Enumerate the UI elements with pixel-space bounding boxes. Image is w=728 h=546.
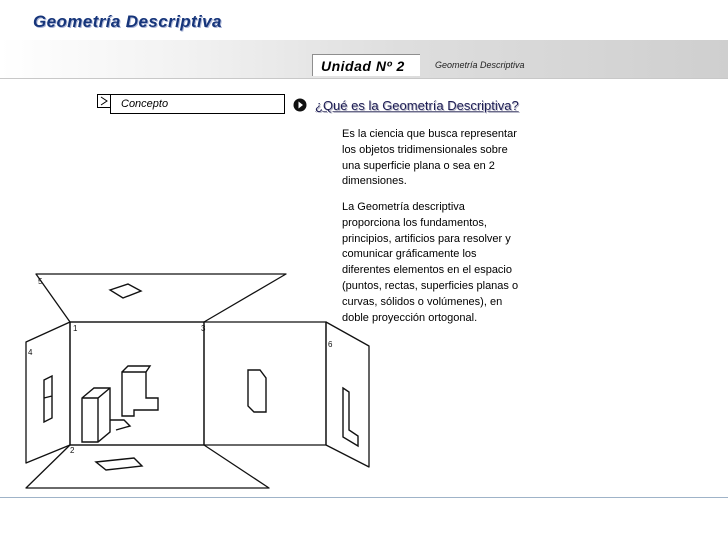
- front-view-shape: [248, 370, 266, 412]
- right-side-view-shape: [343, 388, 358, 446]
- panel-number: 5: [38, 277, 43, 286]
- bottom-view-shape: [96, 458, 142, 470]
- bottom-plane: [26, 445, 269, 488]
- definition-paragraph: [342, 127, 542, 190]
- paragraph-line: La Geometría descriptiva: [342, 201, 465, 213]
- panel-number: 4: [28, 348, 33, 357]
- object-step: [110, 420, 130, 430]
- paragraph-line: (puntos, rectas, superficies planas o: [342, 279, 519, 292]
- paragraph-line: doble proyección ortogonal.: [342, 311, 478, 324]
- paragraph-line: proporciona los fundamentos,: [342, 216, 487, 229]
- concept-link[interactable]: Concepto: [110, 94, 285, 114]
- panel-number: 3: [201, 324, 206, 333]
- projection-planes-diagram: [24, 270, 374, 495]
- top-plane: [36, 274, 286, 322]
- object-block: [82, 388, 110, 442]
- paragraph-line: comunicar gráficamente los: [342, 248, 477, 261]
- panel-number: 2: [70, 446, 75, 455]
- paragraph-line: Es la ciencia que busca representar: [342, 128, 517, 140]
- panel-number: 1: [73, 324, 78, 333]
- paragraph-line: una superficie plana o sea en 2: [342, 159, 495, 172]
- play-button[interactable]: [97, 94, 111, 108]
- panel-number: 6: [328, 340, 333, 349]
- right-plane: [204, 322, 326, 445]
- central-plane: [70, 322, 204, 445]
- left-plane: [26, 322, 70, 463]
- paragraph-line: diferentes elementos en el espacio: [342, 264, 512, 277]
- top-view-shape: [110, 284, 141, 298]
- paragraph-line: los objetos tridimensionales sobre: [342, 143, 508, 156]
- footer-divider: [0, 497, 728, 498]
- play-icon: [98, 95, 110, 107]
- paragraph-line: principios, artificios para resolver y: [342, 232, 511, 245]
- section-question: ¿Qué es la Geometría Descriptiva?: [315, 98, 519, 113]
- presentation-title: Geometría Descriptiva: [33, 12, 222, 31]
- subject-label: Geometría Descriptiva: [435, 60, 525, 70]
- paragraph-line: curvas, sólidos o volúmenes), en: [342, 295, 503, 308]
- object-upright: [122, 366, 158, 416]
- paragraph-line: dimensiones.: [342, 175, 407, 188]
- arrow-bullet-icon: [293, 98, 307, 112]
- left-side-view-shape: [44, 376, 52, 422]
- unit-label: Unidad Nº 2: [312, 54, 420, 76]
